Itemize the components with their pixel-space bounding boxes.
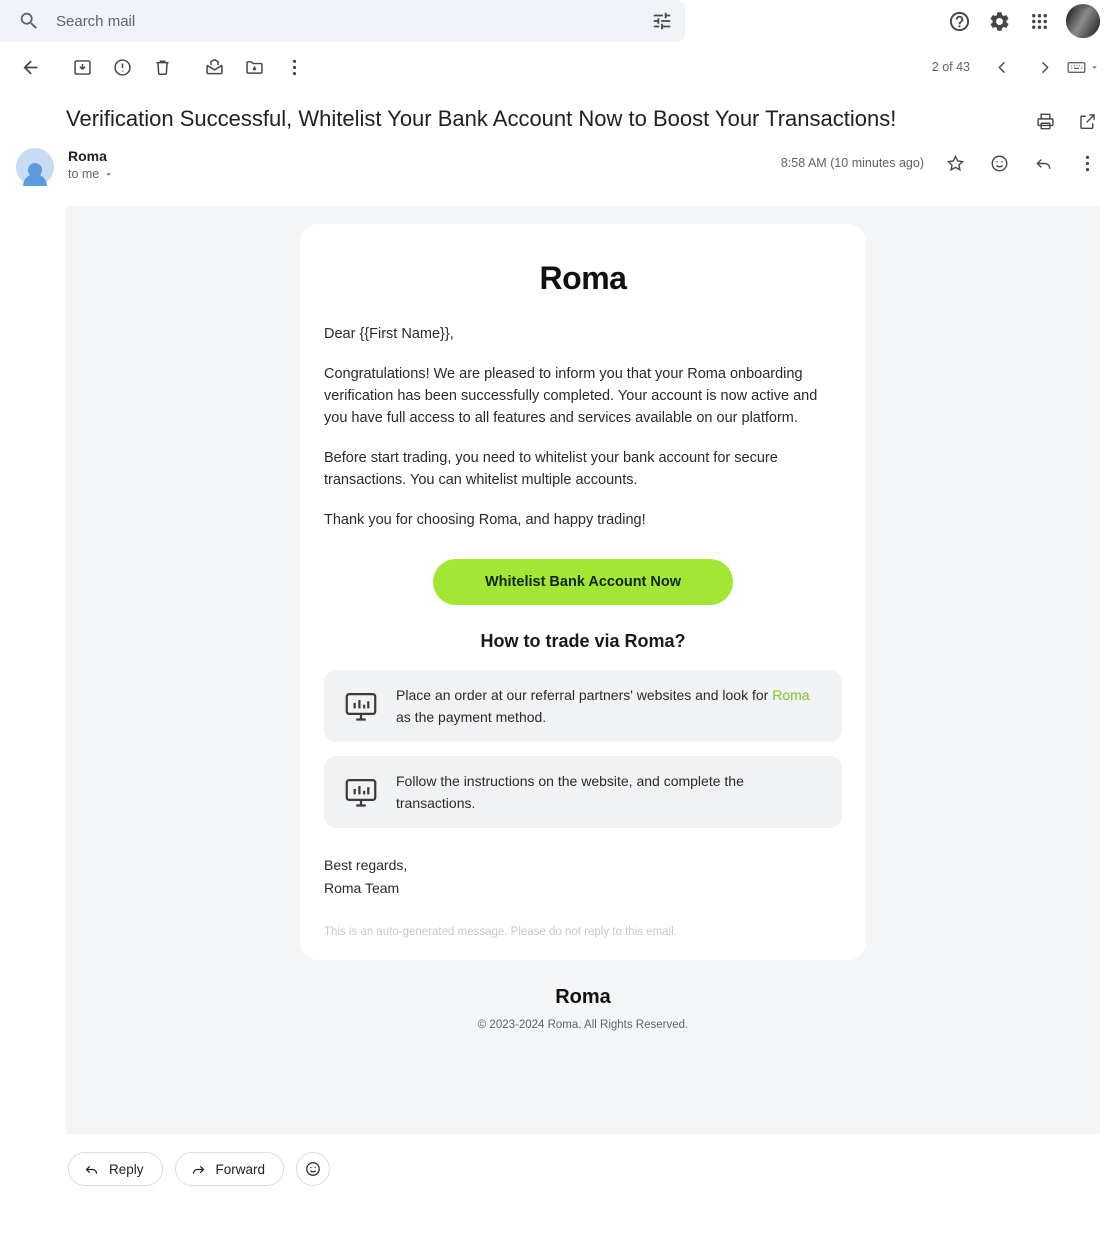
monitor-chart-icon	[342, 773, 380, 811]
email-body	[66, 206, 1100, 1134]
message-actions	[781, 148, 1100, 176]
cta-container	[324, 559, 842, 605]
recipient-toggle[interactable]	[68, 167, 781, 181]
add-reaction-icon	[304, 1160, 322, 1178]
how-to-step-1-text: Place an order at our referral partners' websites and look for Roma as the payment method.	[396, 687, 810, 725]
sender-name: Roma	[68, 148, 107, 164]
how-to-step-2	[324, 756, 842, 828]
chevron-down-icon	[103, 169, 114, 180]
signoff-line-1: Best regards,	[324, 857, 408, 873]
pagination	[932, 47, 1100, 87]
email-footer-brand: Roma	[555, 986, 611, 1008]
keyboard-shortcuts-button[interactable]	[1066, 57, 1100, 78]
email-brand-logo: Roma	[539, 260, 627, 296]
reply-button-label: Reply	[109, 1161, 144, 1177]
move-to-folder-icon[interactable]	[234, 47, 274, 87]
pager-label: 2 of 43	[931, 60, 970, 74]
email-signoff	[324, 854, 842, 900]
print-icon[interactable]	[1032, 108, 1058, 134]
how-to-step-1	[324, 670, 842, 742]
email-paragraph-3: Thank you for choosing Roma, and happy trading!	[324, 512, 646, 528]
email-fineprint: This is an auto-generated message. Please do not reply to this email.	[324, 926, 677, 938]
accent-brand-word: Roma	[772, 687, 810, 703]
top-bar	[0, 0, 1114, 42]
more-vertical-icon[interactable]	[274, 47, 314, 87]
search-options-icon[interactable]	[651, 10, 673, 32]
how-to-trade-heading: How to trade via Roma?	[480, 631, 686, 651]
more-vertical-icon[interactable]	[1074, 150, 1100, 176]
account-avatar[interactable]	[1066, 4, 1100, 38]
message-toolbar	[0, 42, 1114, 92]
forward-button-label: Forward	[215, 1161, 266, 1177]
subject-actions	[1032, 102, 1100, 134]
search-icon	[18, 10, 40, 32]
email-paragraph-1: Congratulations! We are pleased to inform you that your Roma onboarding verification has been successfully completed. Your account is now active and you have full access to all features and services available on our platform.	[324, 366, 818, 426]
report-spam-icon[interactable]	[102, 47, 142, 87]
message-timestamp: 8:58 AM (10 minutes ago)	[780, 156, 924, 170]
forward-icon	[190, 1161, 207, 1178]
email-paragraph-2: Before start trading, you need to whitelist your bank account for secure transactions. You can whitelist multiple accounts.	[324, 450, 778, 488]
recipient-label: to me	[68, 167, 100, 181]
whitelist-bank-account-button[interactable]: Whitelist Bank Account Now	[433, 559, 733, 605]
sender-row	[0, 134, 1114, 186]
email-card	[300, 224, 866, 960]
keyboard-icon	[1066, 57, 1087, 78]
reply-icon[interactable]	[1030, 150, 1056, 176]
reply-button[interactable]	[68, 1152, 163, 1186]
signoff-line-2: Roma Team	[324, 880, 400, 896]
sender-meta	[54, 148, 781, 181]
chevron-down-icon	[1089, 62, 1100, 73]
search-bar[interactable]	[0, 0, 685, 42]
email-copyright: © 2023-2024 Roma. All Rights Reserved.	[477, 1019, 689, 1031]
how-to-step-2-text: Follow the instructions on the website, and complete the transactions.	[396, 773, 744, 811]
chevron-left-icon[interactable]	[982, 47, 1022, 87]
header-actions	[946, 0, 1100, 42]
monitor-chart-icon	[342, 687, 380, 725]
apps-grid-icon[interactable]	[1026, 8, 1052, 34]
archive-icon[interactable]	[62, 47, 102, 87]
chevron-right-icon[interactable]	[1024, 47, 1064, 87]
email-greeting: Dear {{First Name}},	[324, 326, 454, 342]
add-reaction-button[interactable]	[296, 1152, 330, 1186]
arrow-back-icon[interactable]	[10, 47, 50, 87]
forward-button[interactable]	[175, 1152, 285, 1186]
reply-icon	[83, 1161, 100, 1178]
trash-icon[interactable]	[142, 47, 182, 87]
mark-unread-icon[interactable]	[194, 47, 234, 87]
search-input[interactable]	[40, 12, 651, 31]
subject-row	[0, 92, 1114, 134]
star-icon[interactable]	[942, 150, 968, 176]
reply-bar	[0, 1134, 1114, 1186]
page-title: Verification Successful, Whitelist Your Bank Account Now to Boost Your Transactions!	[66, 106, 897, 131]
add-reaction-icon[interactable]	[986, 150, 1012, 176]
avatar[interactable]	[16, 148, 54, 186]
gear-icon[interactable]	[986, 8, 1012, 34]
open-in-new-icon[interactable]	[1074, 108, 1100, 134]
help-icon[interactable]	[946, 8, 972, 34]
